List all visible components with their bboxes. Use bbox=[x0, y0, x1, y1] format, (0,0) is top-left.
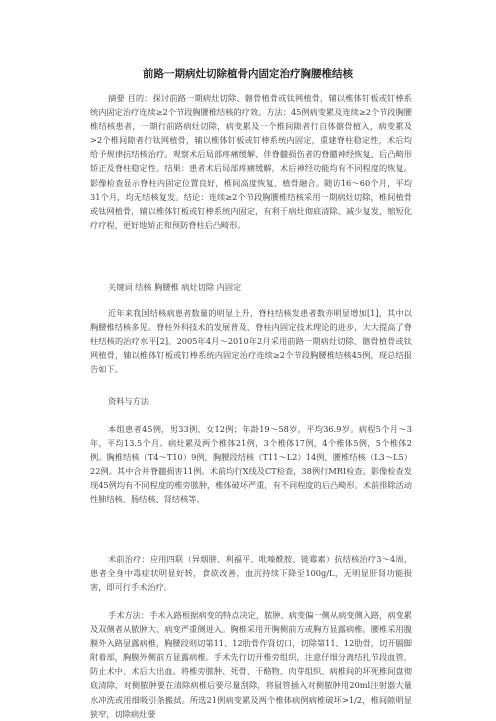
introduction-paragraph: 近年来我国结核病患者数量的明显上升，脊柱结核发患者数亦明显增加[1]，其中以胸腰椎结核多见。脊柱外科技术的发展普及、脊柱内固定技术理论的进步，大大提高了脊柱结核的治疗水平[2]。2005年4月～2010年2月采用前路一期病灶切除、髂骨植骨或钛网植骨，辅以椎体钉板或钉棒系统内固定治疗连续≥2个节段胸腰椎结核45例，现总结报告如下。 bbox=[90, 308, 412, 375]
paper-title: 前路一期病灶切除植骨内固定治疗胸腰椎结核 bbox=[143, 68, 353, 80]
preoperative-treatment-paragraph: 术前治疗：应用四联（异烟肼、利福平、吡嗪酰胺、链霉素）抗结核治疗3～4周，患者全身中毒症状明显好转，食欲改善，血沉持续下降至100g/L，无明显肝肾功能损害，即可行手术治疗。 bbox=[90, 554, 412, 593]
keywords-line: 关键词 结核 胸腰椎 病灶切除 内固定 bbox=[108, 282, 242, 292]
section-heading-materials-methods: 资料与方法 bbox=[108, 396, 149, 406]
surgical-method-paragraph: 手术方法：手术入路根据病变的特点决定，脓肿、病变偏一侧从病变侧入路，病变累及双侧者从脓肿大、病变严重侧进入。胸椎采用开胸侧前方或胸方显露病椎，腰椎采用腹膜外入路显露病椎，胸腰段则切第11、12肋骨作肾切口，切除第11、12肋骨，切开膈脚附着部，胸膜外侧前方显露病椎。手术先行切开椎旁组织，注意仔细分离结扎节段血管，防止术中、术后大出血。将椎旁脓肿、死骨、干酪物、肉芽组织、病椎间的坏死椎间盘彻底清除，对侧脓肿要在清除病椎后要尽量刮除，将鼠管插入对侧脓肿用20ml注射器大量水冲洗或用细吸引条搬拭。所选21例病变累及两个椎体病例病椎破坏>1/2，椎间隙明显狭窄，切除病灶要 bbox=[90, 610, 412, 719]
general-info-paragraph: 本组患者45例，男33例，女12例；年龄19～58岁，平均36.9岁。病程5个月～3年，平均13.5个月。病灶累及两个椎体21例，3个椎体17例，4个椎体5例，5个椎体2例。胸椎结核（T4～T10）9例，胸腰段结核（T11～L2）14例，腰椎结核（L3～L5）22例。其中合并脊髓损害11例。术前均行X线及CT检查，38例行MRI检查。影像检查发现45例均有不同程度的椎旁脓肿，椎体破坏严重，有不同程度的后凸畸形。术前排除活动性肺结核、肠结核、肾结核等。 bbox=[90, 424, 412, 505]
abstract-paragraph: 摘要 目的：探讨前路一期病灶切除、髂骨植骨或钛网植骨，辅以椎体钉板或钉棒系统内固定治疗连续≥2个节段胸腰椎结核的疗效。方法：45例病变累及连续≥2个节段胸腰椎结核患者，一期行前路病灶切除，病变累及一个椎间隙者行自体髂骨植入，病变累及>2个椎间隙者行钛网植骨，辅以椎体钉板或钉棒系统内固定，重建脊柱稳定性，术后均给予规律抗结核治疗。观察术后局部疼痛缓解、伴脊髓损伤者的脊髓神经恢复、后凸畸形矫正及脊柱稳定性。结果：患者术后局部疼痛缓解，术后神经功能均有不同程度的恢复。影像检查显示脊柱内固定位置良好，椎间高度恢复、植骨融合。随访16～60个月，平均31个月，均无结核复发。结论：连续≥2个节段胸腰椎结核采用一期病灶切除，椎间植骨或钛网植骨，辅以椎体钉板或钉棒系统内固定，有利于病灶彻底清除、减少复发，缩短化疗疗程，更好地矫正和预防脊柱后凸畸形。 bbox=[90, 93, 412, 230]
